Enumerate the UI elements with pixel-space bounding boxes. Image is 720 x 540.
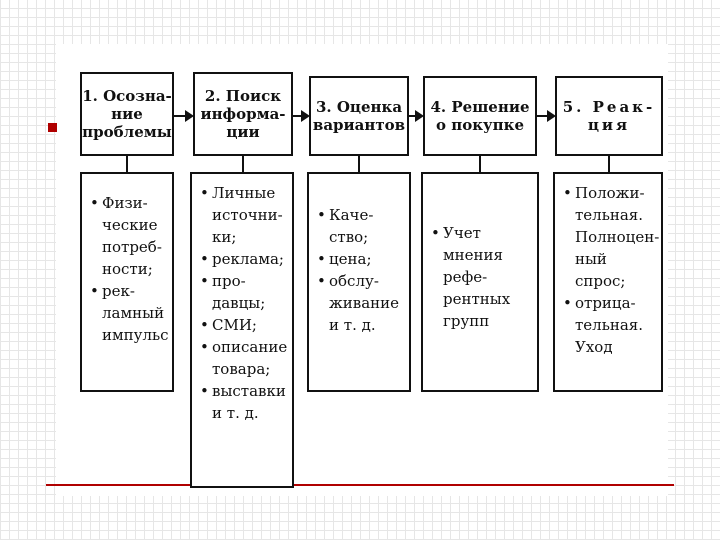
stage-2-title-line: информа- xyxy=(200,105,286,123)
stage-5-item: • отрица- тельная. Уход xyxy=(563,292,655,358)
connector-stage-5 xyxy=(608,156,610,172)
stage-1-item: • Физи- ческие потреб- ности; xyxy=(90,192,166,280)
stage-4-title-line: о покупке xyxy=(435,116,524,134)
stage-4-item: • Учет мнения рефе- рентных групп xyxy=(431,222,531,332)
stage-2-item: • Личные источни- ки; xyxy=(200,182,286,248)
arrow-stage-2-to-3 xyxy=(293,115,308,117)
stage-4-title-line: 4. Решение xyxy=(430,98,530,116)
stage-3-item: • обслу- живание и т. д. xyxy=(317,270,403,336)
stage-1-item: • рек- ламный импульс xyxy=(90,280,166,346)
stage-3-details xyxy=(307,172,411,392)
stage-3-title-line: 3. Оценка xyxy=(315,98,403,116)
arrow-stage-3-to-4 xyxy=(409,115,422,117)
stage-2-item: • выставки и т. д. xyxy=(200,380,286,424)
stage-2-title-line: 2. Поиск xyxy=(204,87,282,105)
stage-1-title-line: ние xyxy=(111,105,143,123)
stage-5-header xyxy=(555,76,663,156)
stage-2-item: • описание товара; xyxy=(200,336,286,380)
stage-5-item: • Положи- тельная. Полноцен- ный спрос; xyxy=(563,182,655,292)
stage-2-title-line: ции xyxy=(226,123,260,141)
stage-1-title-line: 1. Осозна- xyxy=(82,87,172,105)
connector-stage-2 xyxy=(242,156,244,172)
stage-1-details xyxy=(80,172,174,392)
slide-bullet-marker xyxy=(48,123,57,132)
stage-5-details xyxy=(553,172,663,392)
stage-2-item: • СМИ; xyxy=(200,314,286,336)
arrow-stage-1-to-2 xyxy=(174,115,192,117)
stage-4-header xyxy=(423,76,537,156)
arrow-stage-4-to-5 xyxy=(537,115,554,117)
stage-3-item: • Каче- ство; xyxy=(317,204,403,248)
connector-stage-4 xyxy=(479,156,481,172)
stage-5-title-line: 5. Реак- xyxy=(562,98,656,116)
stage-1-title-line: проблемы xyxy=(82,123,172,141)
connector-stage-3 xyxy=(358,156,360,172)
stage-2-item: • про- давцы; xyxy=(200,270,286,314)
stage-2-details xyxy=(190,172,294,488)
stage-1-header xyxy=(80,72,174,156)
stage-4-details xyxy=(421,172,539,392)
stage-3-item: • цена; xyxy=(317,248,403,270)
slide-divider-bottom xyxy=(46,484,674,486)
stage-3-header xyxy=(309,76,409,156)
stage-5-title-line: ция xyxy=(587,116,631,134)
connector-stage-1 xyxy=(126,156,128,172)
stage-2-item: • реклама; xyxy=(200,248,286,270)
stage-3-title-line: вариантов xyxy=(312,116,406,134)
stage-2-header xyxy=(193,72,293,156)
